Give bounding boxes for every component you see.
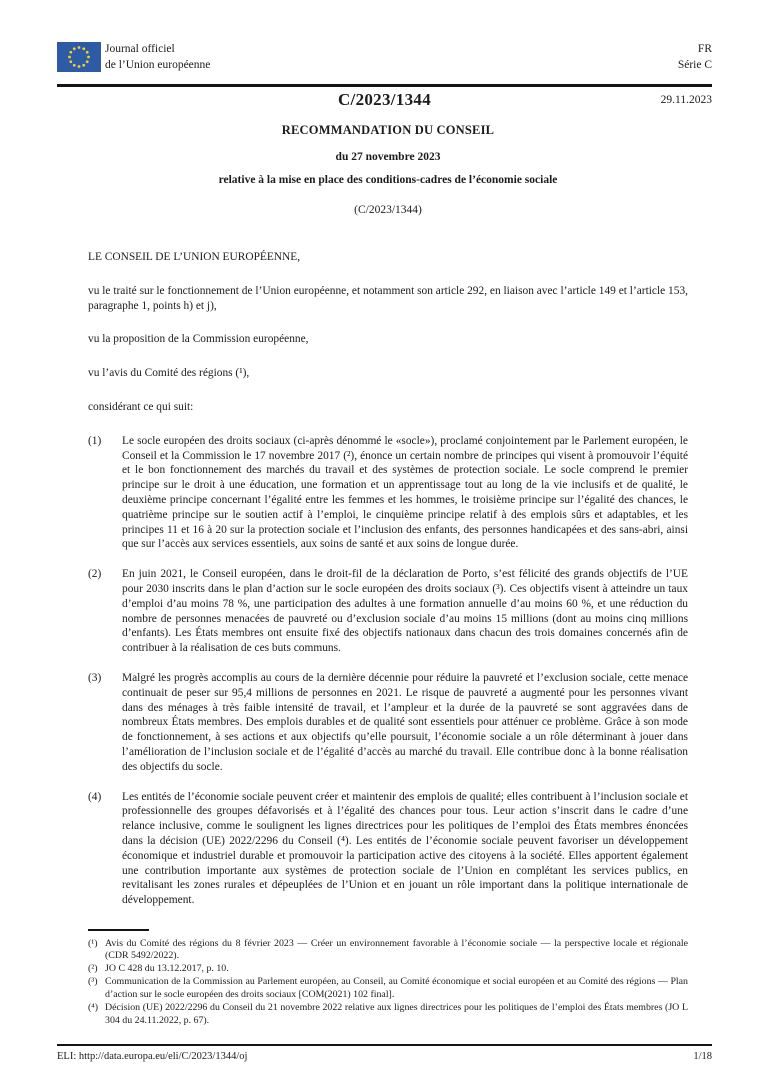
act-date-line: du 27 novembre 2023 (335, 151, 441, 163)
preamble-paragraph: vu la proposition de la Commission européenne, (88, 333, 309, 346)
footnote (88, 938, 688, 964)
preamble-paragraph: vu l’avis du Comité des régions (¹), (88, 367, 250, 380)
footnote-marker: (⁴) (88, 1002, 99, 1014)
footnote-text: Communication de la Commission au Parlement européen, au Conseil, au Comité économique et social européen et au Comité des régions — Plan d’action sur le socle européen des droits sociaux [COM(2021) 102 final]. (105, 976, 688, 1001)
footnote (88, 963, 688, 976)
recital (88, 671, 688, 775)
doc-date: 29.11.2023 (660, 94, 712, 106)
act-title: RECOMMANDATION DU CONSEIL (281, 123, 495, 137)
recital-number: (3) (88, 671, 102, 684)
recital (88, 567, 688, 656)
footnote (88, 1002, 688, 1028)
page-number: 1/18 (693, 1051, 712, 1062)
recital-text: Les entités de l’économie sociale peuvent créer et maintenir des emplois de qualité; elles contribuent à l’inclusion sociale et professionnelle des groupes défavorisés et à l’égalité des chances pour tous. Leur action s’inscrit dans le cadre d’une relance inclusive, comme le soulignent les lignes directrices pour les politiques de l’emploi des États membres énoncées dans la décision (UE) 2022/2296 du Conseil (⁴). Les entités de l’économie sociale peuvent favoriser un développement économique et industriel durable et promouvoir la participation active des citoyens à la société. Elles apportent également une contribution importante aux systèmes de protection sociale de l’Union en complétant les services publics, en revitalisant les zones rurales et dépeuplées de l’Union et en jouant un rôle important dans la politique internationale de développement. (122, 790, 688, 907)
preamble-paragraph: considérant ce qui suit: (88, 400, 194, 413)
eu-flag-icon (57, 42, 101, 72)
footnote-marker: (¹) (88, 937, 98, 949)
footnote-list (88, 938, 688, 1028)
journal-title-line1: Journal officiel (105, 43, 175, 55)
footnotes-section (88, 929, 688, 1028)
header-rule (57, 84, 712, 87)
journal-header (57, 41, 712, 75)
footnote-separator (88, 929, 149, 931)
footer-rule (57, 1044, 712, 1046)
recital (88, 434, 688, 552)
recital (88, 790, 688, 908)
footnote-marker: (²) (88, 963, 98, 975)
journal-title (105, 41, 210, 73)
footnote-text: JO C 428 du 13.12.2017, p. 10. (105, 963, 229, 975)
recital-text: Malgré les progrès accomplis au cours de la dernière décennie pour réduire la pauvreté et l’exclusion sociale, cette menace continuait de peser sur 95,4 millions de personnes en 2021. Le risque de pauvreté a augmenté pour les personnes vivant dans des ménages à très faible intensité de travail, et l’ampleur et la durée de la pauvreté se sont aggravées dans de nombreux États membres. Des emplois durables et de qualité sont essentiels pour atténuer ce problème. Grâce à son mode de fonctionnement, à ses actions et aux objectifs qu’elle poursuit, l’économie sociale a un rôle déterminant à jouer dans l’amélioration de l’inclusion sociale et de l’égalité d’accès au marché du travail. Elle contribue donc à la bonne réalisation des objectifs du socle. (122, 671, 688, 773)
recital-text: Le socle européen des droits sociaux (ci-après dénommé le «socle»), proclamé conjointement par le Parlement européen, le Conseil et la Commission le 17 novembre 2017 (²), énonce un certain nombre de principes qui visent à promouvoir l’équité et le bon fonctionnement des marchés du travail et des systèmes de protection sociale. Le socle comprend le premier principe sur le droit à une éducation, une formation et un apprentissage tout au long de la vie inclusifs et de qualité, le deuxième principe concernant l’égalité entre les femmes et les hommes, le troisième principe sur l’égalité des chances, le quatrième principe sur le soutien actif à l’emploi, le cinquième principe relatif à des emplois sûrs et adaptables, et les principes 11 et 16 à 20 sur la protection sociale et l’inclusion des enfants, des personnes handicapées et des sans-abri, ainsi que sur l’accès aux services essentiels, aux soins de santé et aux soins de longue durée. (122, 434, 688, 551)
footnote-text: Décision (UE) 2022/2296 du Conseil du 21 novembre 2022 relative aux lignes directrices pour les politiques de l’emploi des États membres (JO L 304 du 24.11.2022, p. 67). (105, 1002, 688, 1026)
preamble (88, 250, 688, 415)
footnote-text: Avis du Comité des régions du 8 février 2023 — Créer un environnement favorable à l’économie sociale — la perspective locale et régionale (CDR 5492/2022). (105, 937, 688, 962)
recital-number: (2) (88, 568, 102, 581)
title-block (88, 123, 688, 216)
eli-reference: ELI: http://data.europa.eu/eli/C/2023/1344/oj (57, 1051, 248, 1062)
series-label: Série C (677, 59, 712, 71)
document-body (88, 250, 688, 923)
doc-number: C/2023/1344 (337, 90, 432, 109)
recital-number: (1) (88, 434, 102, 447)
recitals (88, 434, 688, 908)
doc-number-row (57, 90, 712, 114)
recital-text: En juin 2021, le Conseil européen, dans le droit-fil de la déclaration de Porto, s’est félicité des grands objectifs de l’UE pour 2030 inscrits dans le plan d’action sur le socle européen des droits sociaux (³). Ces objectifs visent à atteindre un taux d’emploi d’au moins 78 %, une participation des adultes à une formation annuelle d’au moins 60 %, et une réduction du nombre de personnes menacées de pauvreté ou d’exclusion sociale d’au moins 15 millions (dont au moins cinq millions d’enfants). Les États membres ont ensuite fixé des objectifs nationaux dans chacun des trois domaines concernés afin de contribuer à la réalisation de ces buts communs. (122, 568, 688, 655)
preamble-paragraph: vu le traité sur le fonctionnement de l’Union européenne, et notamment son article 292, en liaison avec l’article 149 et l’article 153, paragraphe 1, points h) et j), (88, 284, 688, 312)
act-subject-line: relative à la mise en place des conditions-cadres de l’économie sociale (218, 174, 558, 186)
language-code: FR (697, 43, 712, 55)
language-series-block (678, 41, 712, 73)
footnote (88, 976, 688, 1002)
journal-title-line2: de l’Union européenne (105, 59, 211, 71)
preamble-paragraph: LE CONSEIL DE L’UNION EUROPÉENNE, (88, 251, 301, 263)
act-reference: (C/2023/1344) (354, 204, 422, 216)
page-footer (57, 1051, 712, 1062)
footnote-marker: (³) (88, 976, 98, 988)
recital-number: (4) (88, 790, 102, 803)
